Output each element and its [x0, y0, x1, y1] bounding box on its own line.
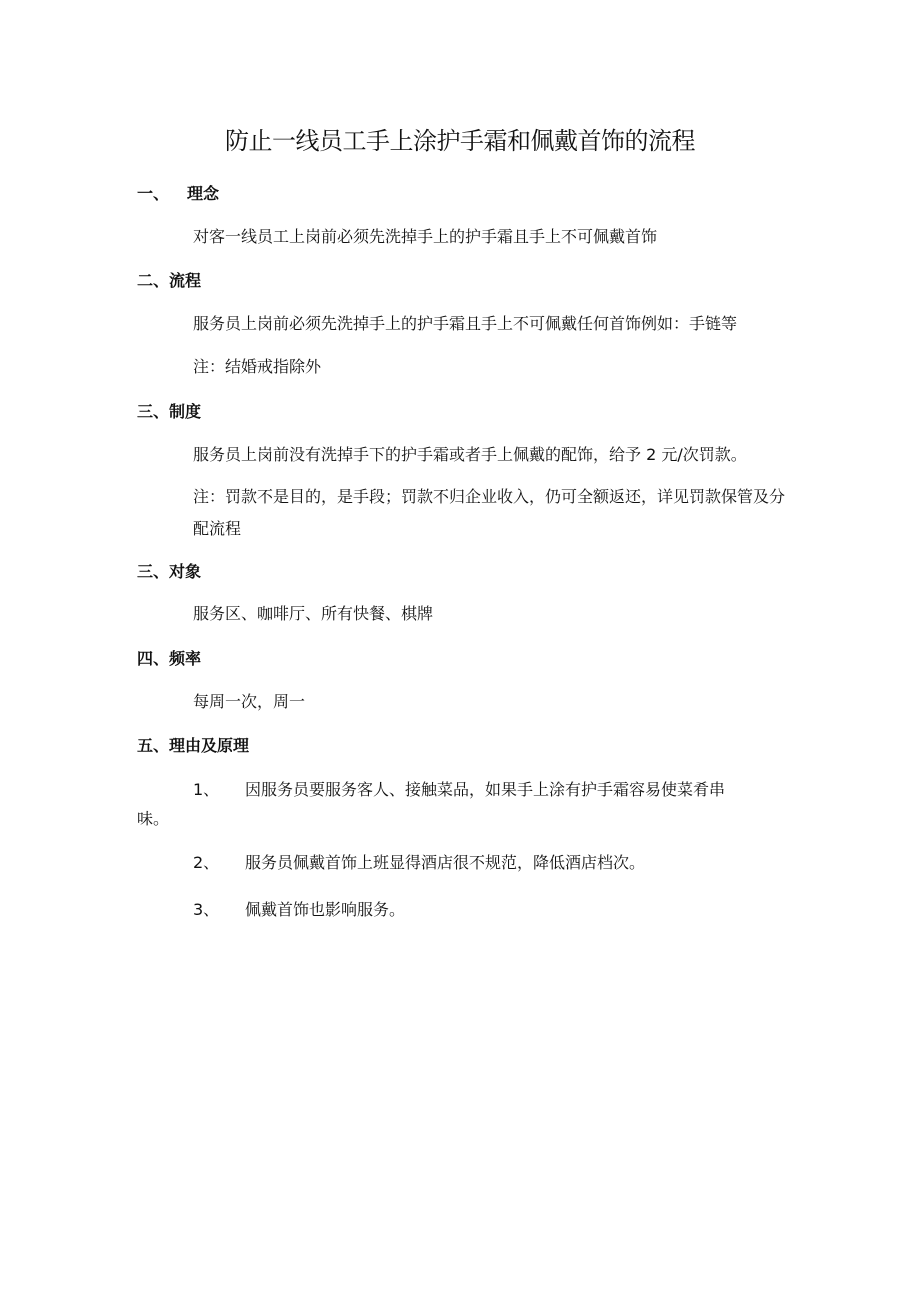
- section-number: 五、: [137, 736, 170, 755]
- list-item-index: 2、: [193, 853, 220, 872]
- list-item-text: 服务员佩戴首饰上班显得酒店很不规范，降低酒店档次。: [245, 853, 646, 872]
- list-item: [193, 899, 405, 921]
- section-heading-targets: [137, 561, 201, 583]
- section-label: 流程: [169, 271, 202, 290]
- section-heading-process: [137, 270, 201, 292]
- list-item-index: 1、: [193, 780, 220, 799]
- section-label: 理由及原理: [169, 736, 250, 755]
- section-heading-concept: [137, 183, 219, 205]
- section-note: 注：结婚戒指除外: [193, 357, 322, 376]
- section-label: 制度: [169, 402, 202, 421]
- section-number: 二、: [137, 271, 170, 290]
- list-item-text: 因服务员要服务客人、接触菜品，如果手上涂有护手霜容易使菜肴串: [245, 780, 726, 799]
- section-note: 注：罚款不是目的，是手段；罚款不归企业收入，仍可全额返还，详见罚款保管及分配流程: [193, 487, 786, 538]
- list-item-index: 3、: [193, 900, 220, 919]
- section-heading-reasons: [137, 735, 249, 757]
- list-item: [193, 779, 725, 801]
- list-item-text: 佩戴首饰也影响服务。: [245, 900, 406, 919]
- list-item-continuation: 味。: [137, 809, 170, 828]
- section-paragraph: 服务员上岗前没有洗掉手下的护手霜或者手上佩戴的配饰，给予 2 元/次罚款。: [193, 445, 747, 464]
- section-paragraph: 服务区、咖啡厅、所有快餐、棋牌: [193, 604, 434, 623]
- section-paragraph: 服务员上岗前必须先洗掉手上的护手霜且手上不可佩戴任何首饰例如：手链等: [193, 314, 738, 333]
- document-title: 防止一线员工手上涂护手霜和佩戴首饰的流程: [225, 127, 695, 155]
- section-heading-frequency: [137, 648, 201, 670]
- section-number: 四、: [137, 649, 170, 668]
- section-label: 频率: [169, 649, 202, 668]
- section-label: 对象: [169, 562, 202, 581]
- section-paragraph: 对客一线员工上岗前必须先洗掉手上的护手霜且手上不可佩戴首饰: [193, 227, 658, 246]
- section-number: 三、: [137, 562, 170, 581]
- section-label: 理念: [187, 184, 220, 203]
- section-heading-rules: [137, 401, 201, 423]
- section-number: 三、: [137, 402, 170, 421]
- list-item: [193, 852, 645, 874]
- section-number: 一、: [137, 184, 170, 203]
- section-paragraph: 每周一次，周一: [193, 692, 306, 711]
